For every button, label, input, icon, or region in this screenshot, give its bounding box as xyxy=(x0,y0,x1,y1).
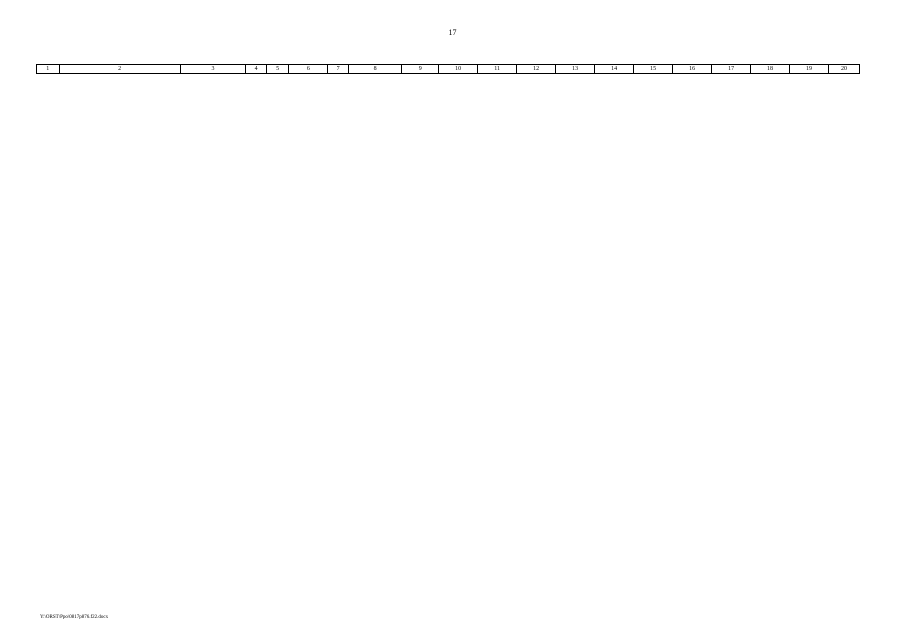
header-cell: 7 xyxy=(328,65,349,74)
header-cell: 12 xyxy=(517,65,556,74)
header-cell: 4 xyxy=(246,65,267,74)
header-cell: 1 xyxy=(37,65,60,74)
header-cell: 8 xyxy=(348,65,401,74)
header-cell: 10 xyxy=(439,65,478,74)
header-cell: 15 xyxy=(634,65,673,74)
header-cell: 2 xyxy=(59,65,180,74)
header-cell: 6 xyxy=(289,65,328,74)
header-cell: 16 xyxy=(673,65,712,74)
header-cell: 13 xyxy=(556,65,595,74)
header-row xyxy=(37,65,860,74)
page-number: 17 xyxy=(448,28,457,37)
header-cell: 20 xyxy=(829,65,860,74)
header-cell: 14 xyxy=(595,65,634,74)
header-cell: 17 xyxy=(712,65,751,74)
header-cell: 19 xyxy=(790,65,829,74)
budget-table xyxy=(36,64,860,74)
header-cell: 18 xyxy=(751,65,790,74)
header-cell: 11 xyxy=(478,65,517,74)
header-cell: 9 xyxy=(402,65,439,74)
header-cell: 5 xyxy=(266,65,289,74)
header-cell: 3 xyxy=(180,65,246,74)
file-path-footer: Y:\ORST\Ppo\0817p876.f22.docx xyxy=(40,615,109,620)
